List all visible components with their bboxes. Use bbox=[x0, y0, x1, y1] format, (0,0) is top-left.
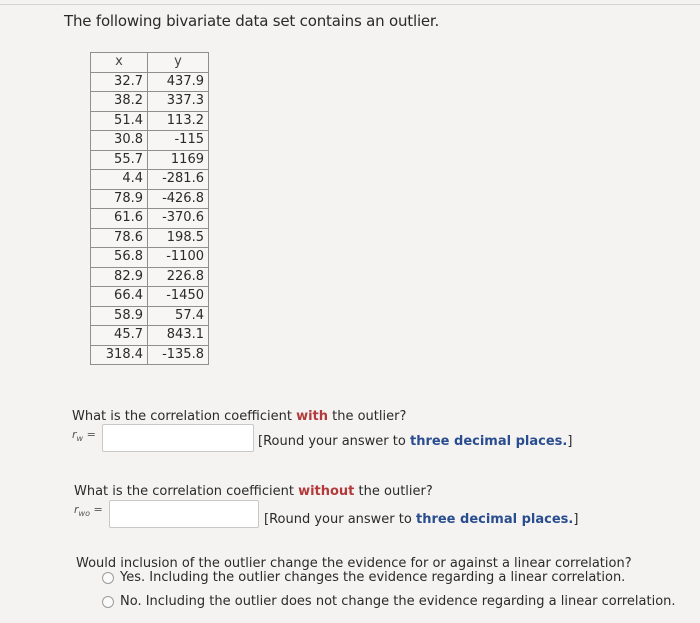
table-row bbox=[91, 131, 209, 151]
option-no[interactable] bbox=[102, 594, 676, 609]
r-with-input[interactable] bbox=[102, 424, 254, 452]
cell-x: 66.4 bbox=[91, 287, 148, 307]
table-row bbox=[91, 150, 209, 170]
radio-no[interactable] bbox=[102, 596, 114, 608]
cell-y: -1100 bbox=[148, 248, 209, 268]
top-divider bbox=[0, 4, 700, 5]
cell-y: -115 bbox=[148, 131, 209, 151]
question-with-outlier bbox=[72, 409, 406, 424]
cell-y: 226.8 bbox=[148, 267, 209, 287]
column-header-y: y bbox=[148, 53, 209, 73]
cell-y: 337.3 bbox=[148, 92, 209, 112]
rounding-note-without: [Round your answer to three decimal places.] bbox=[264, 512, 579, 527]
table-body bbox=[91, 72, 209, 365]
question-keyword-with: with bbox=[296, 409, 328, 424]
question-text-before: What is the correlation coefficient bbox=[72, 409, 297, 424]
table-row bbox=[91, 170, 209, 190]
question-text-after: the outlier? bbox=[328, 409, 407, 424]
table-row bbox=[91, 92, 209, 112]
question-keyword-without: without bbox=[298, 484, 355, 499]
cell-x: 55.7 bbox=[91, 150, 148, 170]
table-row bbox=[91, 287, 209, 307]
cell-y: 1169 bbox=[148, 150, 209, 170]
cell-y: 437.9 bbox=[148, 72, 209, 92]
cell-x: 56.8 bbox=[91, 248, 148, 268]
cell-x: 318.4 bbox=[91, 345, 148, 365]
table-row bbox=[91, 345, 209, 365]
table-row bbox=[91, 111, 209, 131]
question-without-outlier bbox=[74, 484, 433, 499]
column-header-x: x bbox=[91, 53, 148, 73]
table-row bbox=[91, 267, 209, 287]
cell-x: 78.9 bbox=[91, 189, 148, 209]
cell-x: 38.2 bbox=[91, 92, 148, 112]
table-row bbox=[91, 72, 209, 92]
table-row bbox=[91, 189, 209, 209]
table-row bbox=[91, 228, 209, 248]
r-without-symbol: $r_{wo}$ = bbox=[74, 503, 103, 519]
r-with-symbol: $r_w$ = bbox=[72, 428, 96, 444]
cell-x: 32.7 bbox=[91, 72, 148, 92]
cell-y: -281.6 bbox=[148, 170, 209, 190]
cell-x: 61.6 bbox=[91, 209, 148, 229]
table-header-row bbox=[91, 53, 209, 73]
option-no-label: No. Including the outlier does not change the evidence regarding a linear correlation. bbox=[120, 594, 676, 609]
table-row bbox=[91, 326, 209, 346]
cell-y: -135.8 bbox=[148, 345, 209, 365]
radio-yes[interactable] bbox=[102, 572, 114, 584]
cell-y: -426.8 bbox=[148, 189, 209, 209]
cell-y: -1450 bbox=[148, 287, 209, 307]
rounding-note-with: [Round your answer to three decimal places.] bbox=[258, 434, 573, 449]
question-text-after: the outlier? bbox=[354, 484, 433, 499]
cell-x: 51.4 bbox=[91, 111, 148, 131]
cell-y: 57.4 bbox=[148, 306, 209, 326]
intro-text: The following bivariate data set contains an outlier. bbox=[64, 12, 440, 30]
cell-x: 82.9 bbox=[91, 267, 148, 287]
option-yes-label: Yes. Including the outlier changes the evidence regarding a linear correlation. bbox=[120, 570, 626, 585]
question-text-before: What is the correlation coefficient bbox=[74, 484, 299, 499]
cell-x: 4.4 bbox=[91, 170, 148, 190]
table-row bbox=[91, 209, 209, 229]
bivariate-data-table bbox=[90, 52, 209, 365]
cell-y: -370.6 bbox=[148, 209, 209, 229]
cell-x: 58.9 bbox=[91, 306, 148, 326]
table-row bbox=[91, 306, 209, 326]
cell-y: 113.2 bbox=[148, 111, 209, 131]
r-without-input[interactable] bbox=[109, 500, 259, 528]
option-yes[interactable] bbox=[102, 570, 625, 585]
question-linear-correlation: Would inclusion of the outlier change the evidence for or against a linear correlation? bbox=[76, 556, 632, 571]
cell-x: 45.7 bbox=[91, 326, 148, 346]
table-row bbox=[91, 248, 209, 268]
cell-y: 198.5 bbox=[148, 228, 209, 248]
cell-x: 78.6 bbox=[91, 228, 148, 248]
cell-y: 843.1 bbox=[148, 326, 209, 346]
cell-x: 30.8 bbox=[91, 131, 148, 151]
